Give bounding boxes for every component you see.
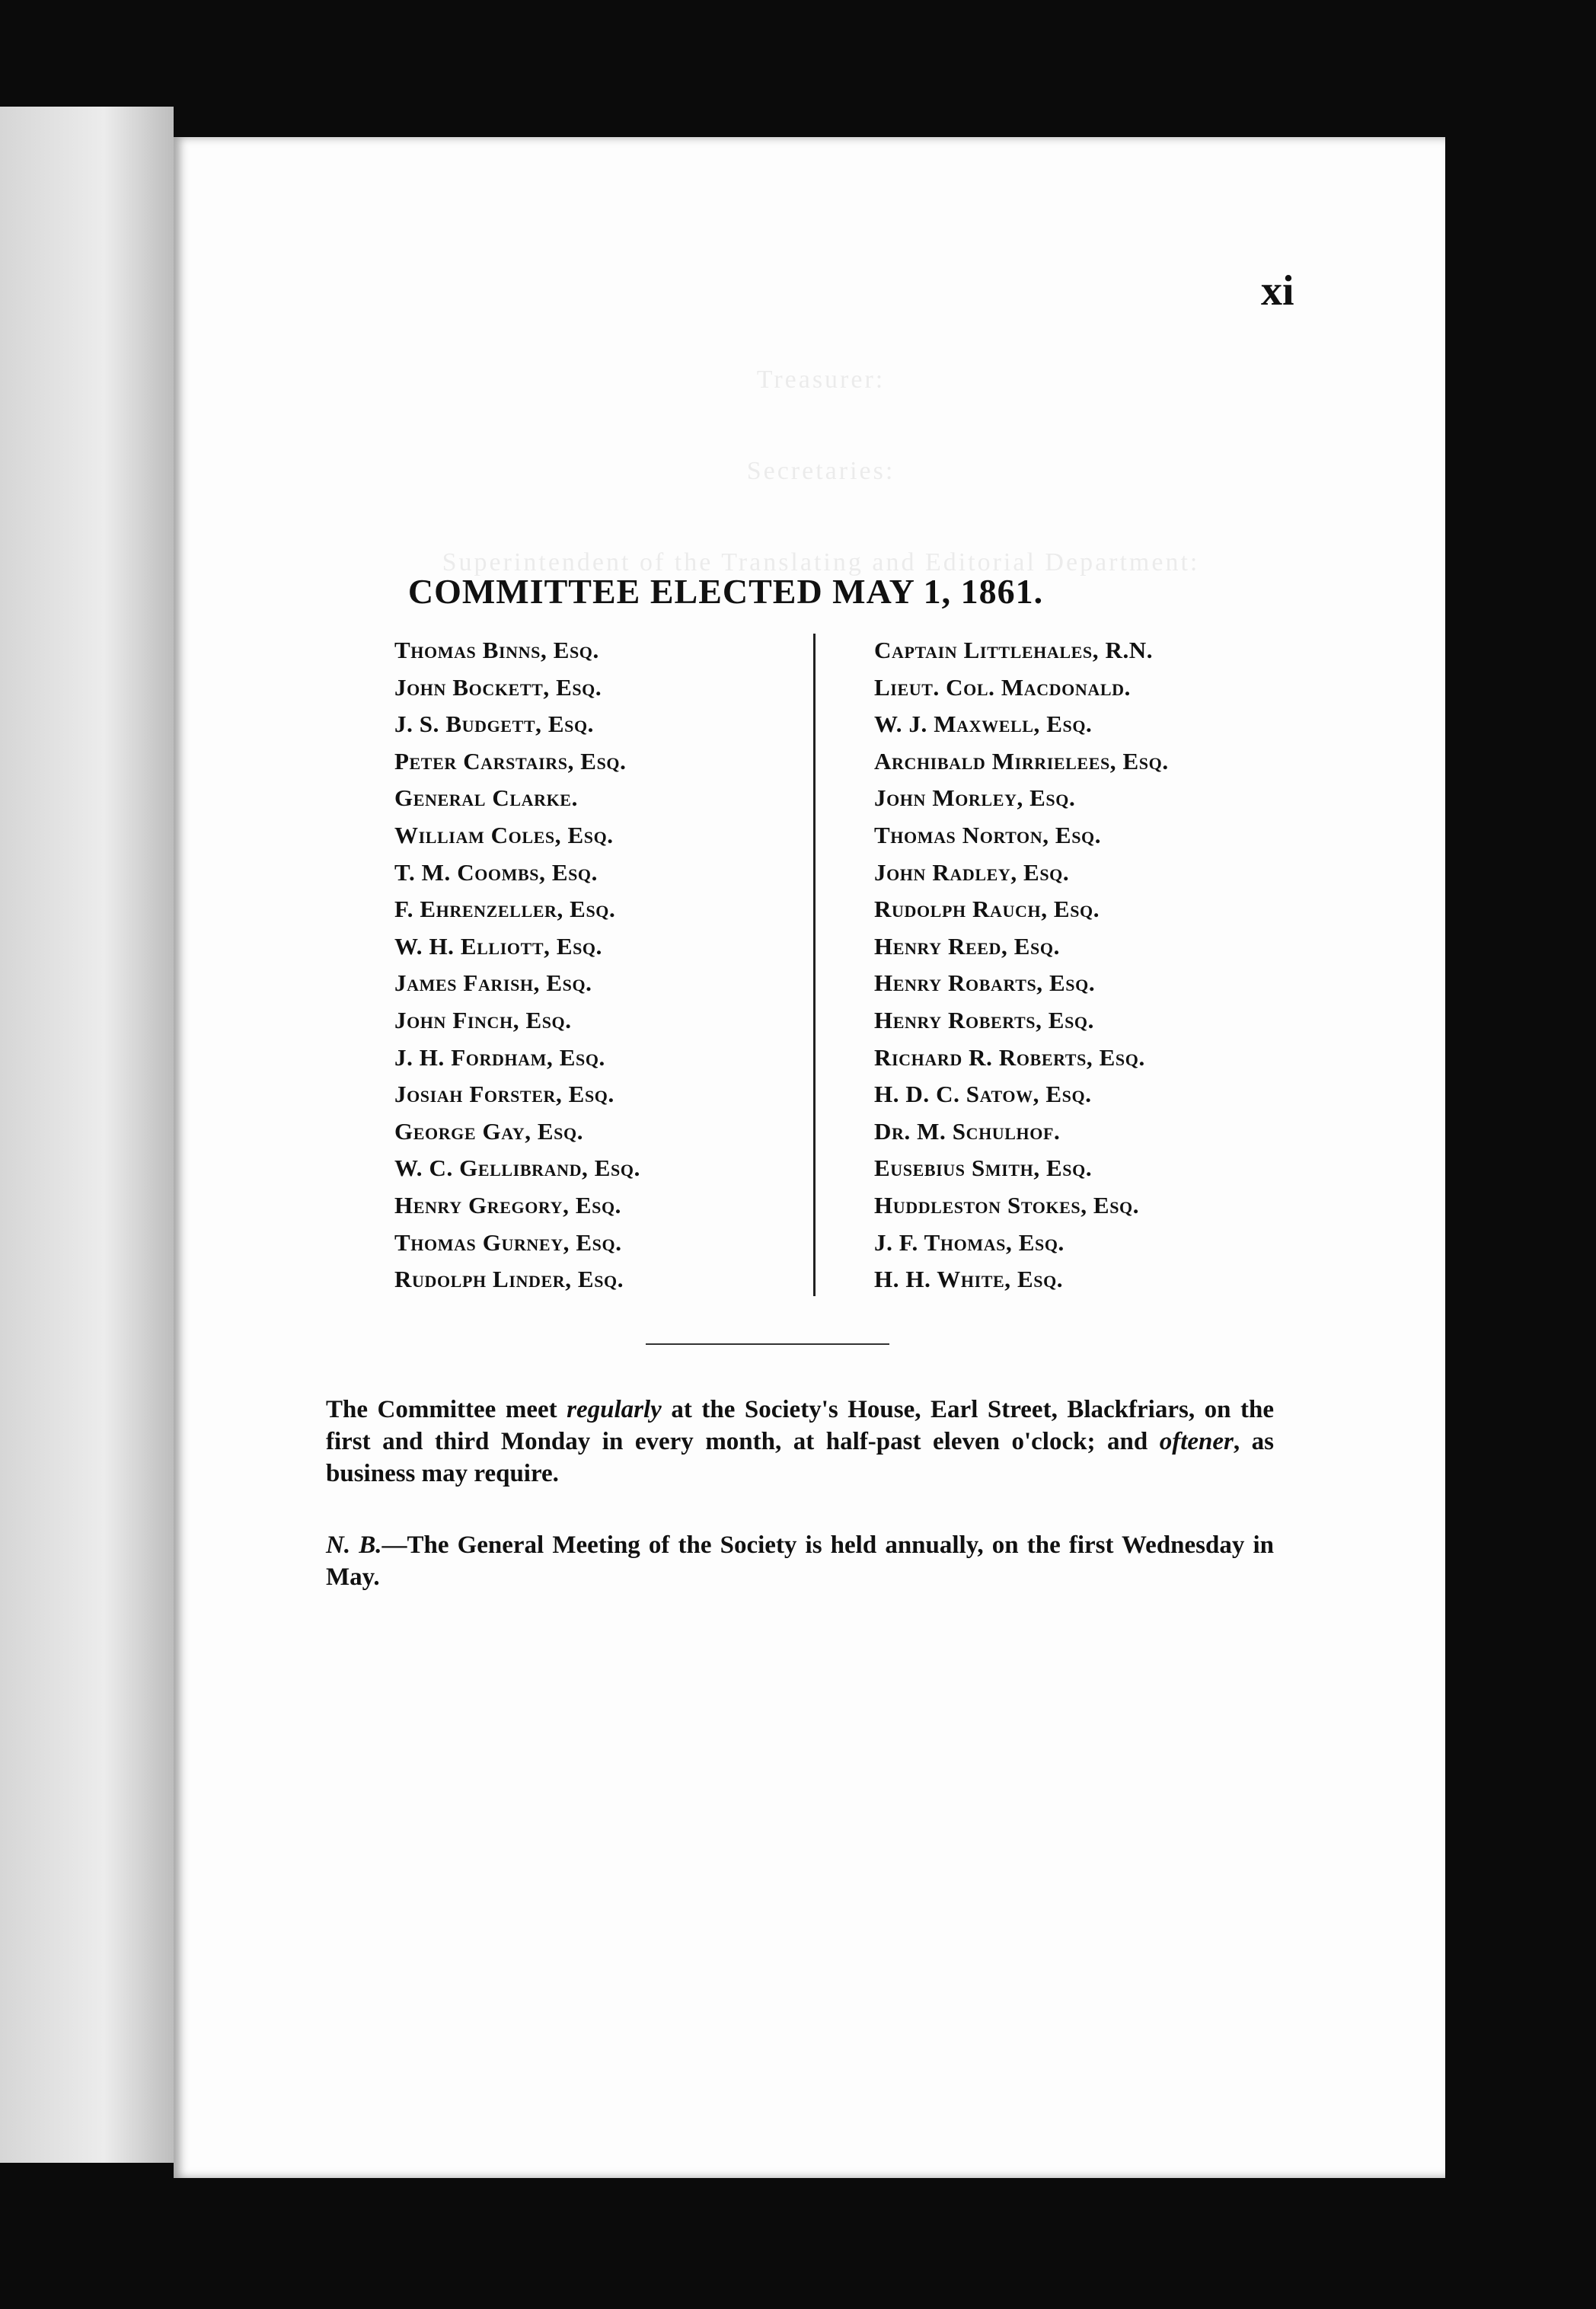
committee-member: H. H. White, Esq. — [874, 1266, 1064, 1293]
column-divider — [813, 634, 816, 1296]
committee-member: W. C. Gellibrand, Esq. — [394, 1154, 640, 1182]
committee-member: Rudolph Rauch, Esq. — [874, 896, 1100, 923]
committee-member: Henry Roberts, Esq. — [874, 1006, 1094, 1033]
general-meeting-paragraph — [326, 1529, 1274, 1593]
committee-member: Henry Robarts, Esq. — [874, 969, 1096, 997]
committee-member: T. M. Coombs, Esq. — [394, 858, 598, 886]
committee-member: Dr. M. Schulhof. — [874, 1117, 1061, 1145]
committee-member: Eusebius Smith, Esq. — [874, 1154, 1093, 1182]
committee-member: Henry Gregory, Esq. — [394, 1191, 622, 1218]
show-through-text: Superintendent of the Translating and Editorial Department: — [442, 548, 1200, 576]
committee-member: Captain Littlehales, R.N. — [874, 637, 1154, 663]
committee-member: General Clarke. — [394, 784, 578, 812]
nota-bene-label: N. B. — [326, 1531, 382, 1559]
meeting-schedule-paragraph — [326, 1394, 1274, 1490]
meeting-emphasis: regularly — [567, 1396, 662, 1423]
show-through-text: Treasurer: — [756, 366, 886, 394]
committee-member: William Coles, Esq. — [394, 821, 614, 848]
show-through-text: Secretaries: — [746, 457, 895, 485]
committee-member: J. S. Budgett, Esq. — [394, 711, 595, 738]
meeting-text: The Committee meet — [326, 1396, 567, 1423]
committee-member: Thomas Norton, Esq. — [874, 821, 1102, 848]
committee-member: James Farish, Esq. — [394, 969, 592, 997]
committee-member: Archibald Mirrielees, Esq. — [874, 747, 1169, 774]
committee-member: John Finch, Esq. — [394, 1006, 572, 1033]
committee-member: Richard R. Roberts, Esq. — [874, 1043, 1145, 1071]
committee-list-right — [874, 632, 1169, 1298]
page-number: xi — [1261, 267, 1294, 315]
committee-member: J. F. Thomas, Esq. — [874, 1228, 1065, 1256]
committee-member: Rudolph Linder, Esq. — [394, 1266, 624, 1293]
meeting-text: at the Society's House, Earl Street, Blackfriars, on the first and third Monday in every month, at half-past eleven o'clock; and — [326, 1396, 1274, 1455]
facing-page-edge — [0, 107, 174, 2163]
committee-member: H. D. C. Satow, Esq. — [874, 1081, 1092, 1108]
meeting-emphasis: oftener — [1159, 1428, 1234, 1455]
committee-member: Josiah Forster, Esq. — [394, 1081, 614, 1108]
committee-member: Lieut. Col. Macdonald. — [874, 673, 1131, 701]
section-rule — [646, 1343, 889, 1345]
document-page — [174, 137, 1445, 2178]
committee-heading: COMMITTEE ELECTED MAY 1, 1861. — [407, 572, 1044, 611]
committee-member: John Bockett, Esq. — [394, 673, 602, 701]
committee-member: George Gay, Esq. — [394, 1117, 584, 1145]
committee-list-left — [394, 632, 640, 1298]
committee-member: Henry Reed, Esq. — [874, 932, 1060, 960]
committee-member: John Radley, Esq. — [874, 858, 1070, 886]
meeting-text: , as business may require. — [326, 1428, 1275, 1487]
committee-member: W. J. Maxwell, Esq. — [874, 711, 1093, 738]
general-meeting-text: —The General Meeting of the Society is held annually, on the first Wednesday in May. — [326, 1531, 1275, 1591]
committee-member: Peter Carstairs, Esq. — [394, 747, 627, 774]
committee-member: Thomas Gurney, Esq. — [394, 1228, 622, 1256]
committee-member: John Morley, Esq. — [874, 784, 1076, 812]
committee-member: J. H. Fordham, Esq. — [394, 1043, 605, 1071]
committee-member: F. Ehrenzeller, Esq. — [394, 896, 616, 923]
committee-member: W. H. Elliott, Esq. — [394, 932, 602, 960]
committee-member: Thomas Binns, Esq. — [394, 637, 599, 663]
committee-member: Huddleston Stokes, Esq. — [874, 1191, 1140, 1218]
